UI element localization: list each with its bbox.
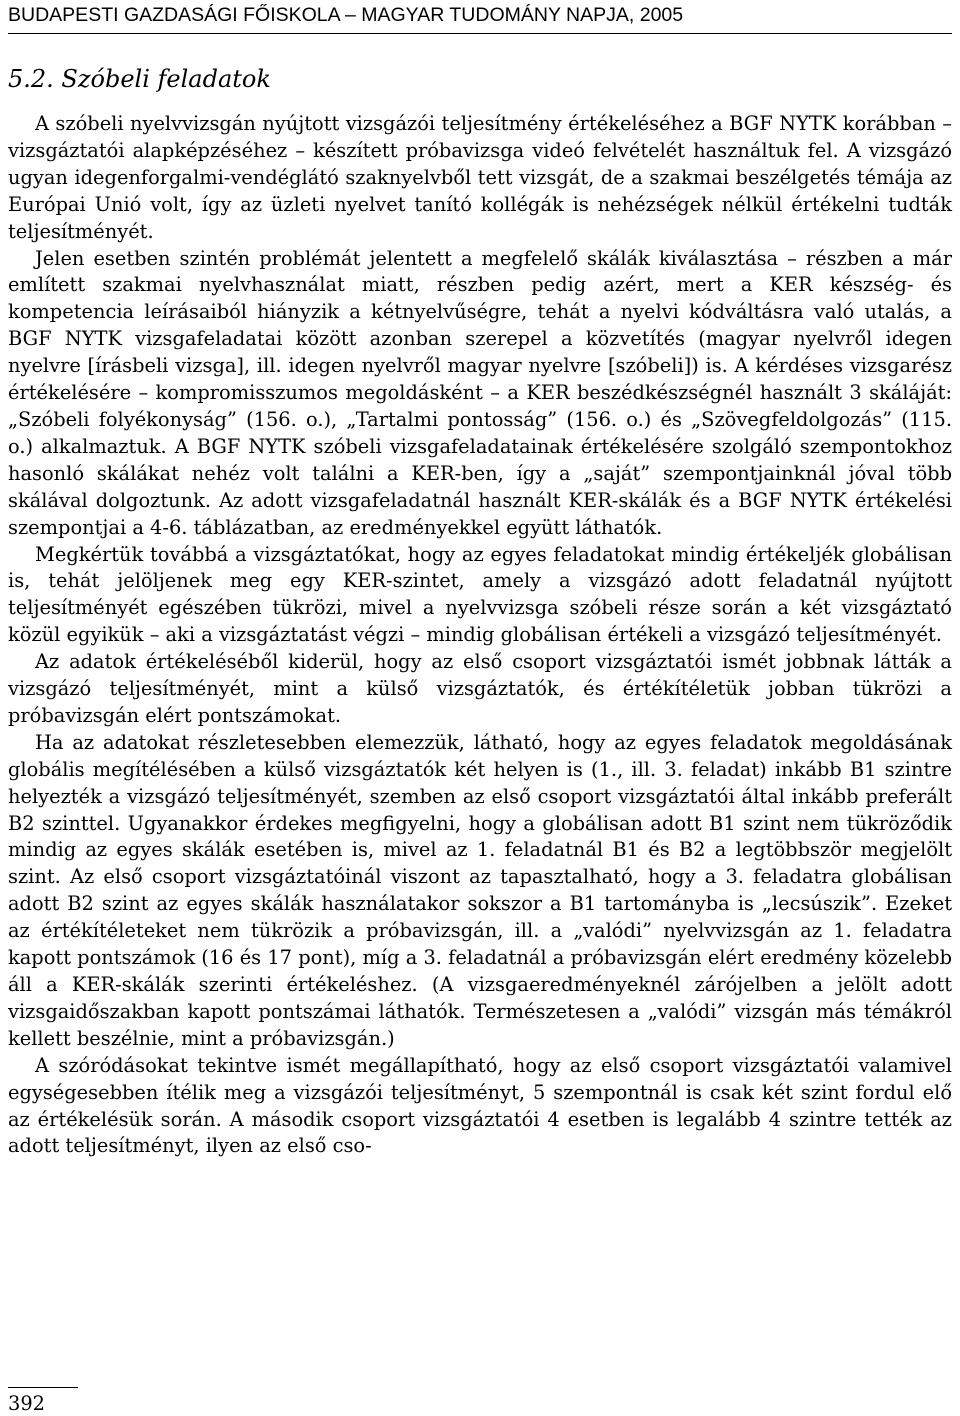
paragraph: Megkértük továbbá a vizsgáztatókat, hogy az egyes feladatokat mindig értékeljék globálisan is, tehát jelöljenek meg egy KER-szintet, amely a vizsgázó adott feladatnál nyújtott teljesítményét egészében tükrözi, mivel a nyelvvizsga szóbeli része során a két vizsgáztató közül egyikük – aki a vizsgáztatást végzi – mindig globálisan értékeli a vizsgázó teljesítményét. [8,542,952,647]
running-header: BUDAPESTI GAZDASÁGI FŐISKOLA – MAGYAR TUDOMÁNY NAPJA, 2005 [8,4,684,26]
paragraph: A szóródásokat tekintve ismét megállapítható, hogy az első csoport vizsgáztatói valamivel egységesebben ítélik meg a vizsgázói teljesítményt, 5 szempontnál is csak két szint fordul elő az értékelésük során. A második csoport vizsgáztatói 4 esetben is legalább 4 szintre tették az adott teljesítményt, ilyen az első cso- [8,1053,952,1158]
section-title: 5.2. Szóbeli feladatok [8,65,271,93]
body-text [8,111,952,1160]
page-number: 392 [8,1392,46,1415]
footer-divider [8,1387,78,1388]
paragraph: A szóbeli nyelvvizsgán nyújtott vizsgázói teljesítmény értékeléséhez a BGF NYTK korábban – vizsgáztatói alapképzéséhez – készített próbavizsga videó felvételét használtuk fel. A vizsgázó ugyan idegenforgalmi-vendéglátó szaknyelvből tett vizsgát, de a szakmai beszélgetés témája az Európai Unió volt, így az üzleti nyelvet tanító kollégák is nehézségek nélkül értékelni tudták teljesítményét. [8,112,952,243]
paragraph: Ha az adatokat részletesebben elemezzük, látható, hogy az egyes feladatok megoldásának globális megítélésében a külső vizsgáztatók két helyen is (1., ill. 3. feladat) inkább B1 szintre helyezték a vizsgázó teljesítményét, szemben az első csoport vizsgáztatói által inkább preferált B2 szinttel. Ugyanakkor érdekes megfigyelni, hogy a globálisan adott B1 szint nem tükröződik mindig az egyes skálák esetében is, mivel az 1. feladatnál B1 és B2 a legtöbbször megjelölt szint. Az első csoport vizsgáztatóinál viszont az tapasztalható, hogy a 3. feladatra globálisan adott B2 szint az egyes skálák használatakor sokszor a B1 tartományba is „lecsúszik”. Ezeket az értékítéleteket nem tükrözik a próbavizsgán, ill. a „valódi” nyelvvizsgán az 1. feladatra kapott pontszámok (16 és 17 pont), míg a 3. feladatnál a próbavizsgán elért eredmény közelebb áll a KER-skálák szerinti értékeléshez. (A vizsgaeredményeknél zárójelben a jelölt adott vizsgaidőszakban kapott pontszámai láthatók. Természetesen a „valódi” vizsgán más témákról kellett beszélnie, mint a próbavizsgán.) [8,730,952,1050]
paragraph: Jelen esetben szintén problémát jelentett a megfelelő skálák kiválasztása – részben a már említett szakmai nyelvhasználat miatt, részben pedig azért, mert a KER készség- és kompetencia leírásaiból hiányzik a kétnyelvűségre, tehát a nyelvi kódváltásra való utalás, a BGF NYTK vizsgafeladatai között azonban szerepel a közvetítés (magyar nyelvről idegen nyelvre [írásbeli vizsga], ill. idegen nyelvről magyar nyelvre [szóbeli]) is. A kérdéses vizsgarész értékelésére – kompromisszumos megoldásként – a KER beszédkészségnél használt 3 skáláját: „Szóbeli folyékonyság” (156. o.), „Tartalmi pontosság” (156. o.) és „Szövegfeldolgozás” (115. o.) alkalmaztuk. A BGF NYTK szóbeli vizsgafeladatainak értékelésére szolgáló szempontokhoz hasonló skálákat nehéz volt találni a KER-ben, így a „saját” szempontjainknál jóval több skálával dolgoztunk. Az adott vizsgafeladatnál használt KER-skálák és a BGF NYTK értékelési szempontjai a 4-6. táblázatban, az eredményekkel együtt láthatók. [8,246,952,539]
paragraph: Az adatok értékeléséből kiderül, hogy az első csoport vizsgáztatói ismét jobbnak látták a vizsgázó teljesítményét, mint a külső vizsgáztatók, és értékítéletük jobban tükrözi a próbavizsgán elért pontszámokat. [8,650,952,727]
header-divider [8,33,952,34]
